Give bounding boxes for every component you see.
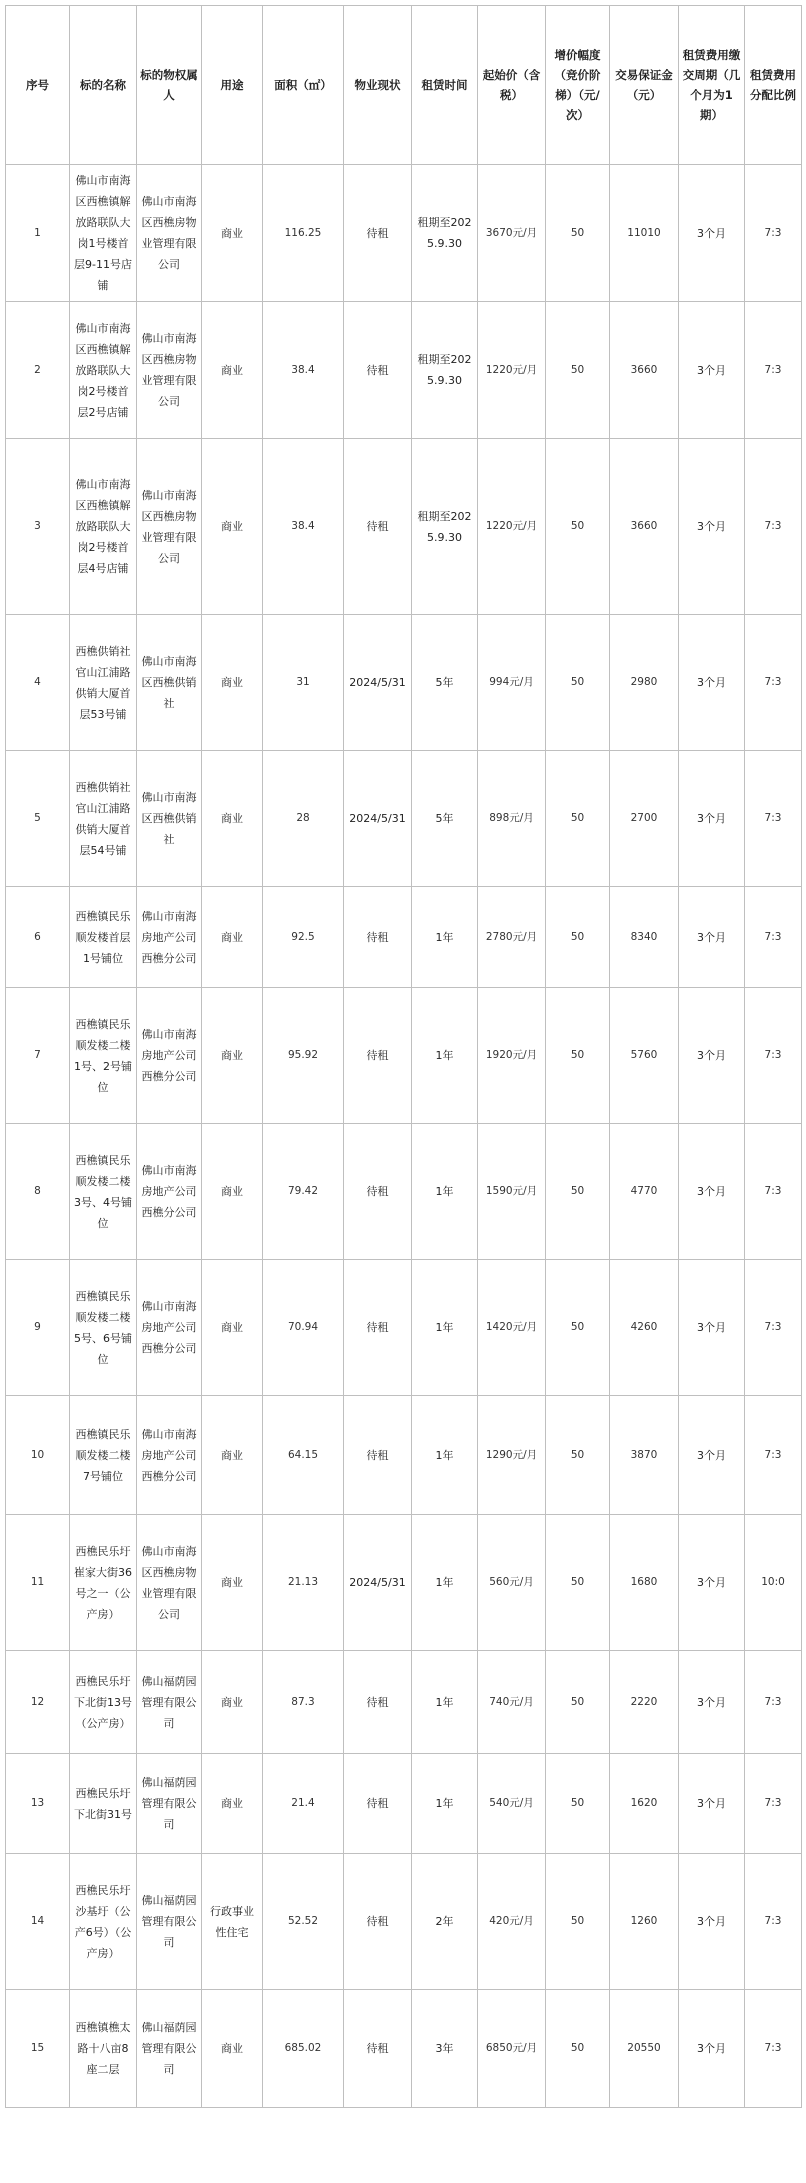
cell-status: 2024/5/31 (344, 751, 412, 887)
cell-payment-cycle: 3个月 (679, 615, 745, 751)
cell-bid-step: 50 (546, 751, 610, 887)
cell-lease-term: 1年 (412, 1124, 478, 1260)
cell-lease-term: 租期至2025.9.30 (412, 302, 478, 439)
cell-bid-step: 50 (546, 1754, 610, 1854)
cell-payment-cycle: 3个月 (679, 1854, 745, 1990)
cell-item-name: 佛山市南海区西樵镇解放路联队大岗2号楼首层2号店铺 (70, 302, 137, 439)
cell-payment-cycle: 3个月 (679, 751, 745, 887)
cell-bid-step: 50 (546, 1515, 610, 1651)
cell-area: 79.42 (263, 1124, 344, 1260)
cell-payment-cycle: 3个月 (679, 1396, 745, 1515)
cell-area: 38.4 (263, 439, 344, 615)
cell-start-price: 3670元/月 (478, 165, 546, 302)
cell-item-name: 西樵镇民乐顺发楼二楼5号、6号铺位 (70, 1260, 137, 1396)
table-row (6, 165, 802, 302)
cell-payment-cycle: 3个月 (679, 1260, 745, 1396)
header-item-name: 标的名称 (70, 6, 137, 165)
cell-deposit: 2700 (610, 751, 679, 887)
cell-owner: 佛山福荫园管理有限公司 (137, 1651, 202, 1754)
table-body (6, 165, 802, 2108)
cell-lease-term: 1年 (412, 1754, 478, 1854)
cell-lease-term: 2年 (412, 1854, 478, 1990)
cell-deposit: 1680 (610, 1515, 679, 1651)
cell-deposit: 1260 (610, 1854, 679, 1990)
cell-item-name: 佛山市南海区西樵镇解放路联队大岗2号楼首层4号店铺 (70, 439, 137, 615)
cell-area: 70.94 (263, 1260, 344, 1396)
cell-payment-cycle: 3个月 (679, 1124, 745, 1260)
cell-usage: 商业 (202, 1990, 263, 2108)
cell-bid-step: 50 (546, 1854, 610, 1990)
table-row (6, 615, 802, 751)
table-header-row (6, 6, 802, 165)
cell-usage: 商业 (202, 439, 263, 615)
cell-status: 待租 (344, 1260, 412, 1396)
cell-item-name: 西樵镇樵太路十八亩8座二层 (70, 1990, 137, 2108)
cell-index: 6 (6, 887, 70, 988)
cell-deposit: 3660 (610, 439, 679, 615)
cell-start-price: 2780元/月 (478, 887, 546, 988)
cell-item-name: 西樵镇民乐顺发楼二楼1号、2号铺位 (70, 988, 137, 1124)
cell-lease-term: 1年 (412, 887, 478, 988)
cell-bid-step: 50 (546, 615, 610, 751)
cell-start-price: 6850元/月 (478, 1990, 546, 2108)
cell-deposit: 2980 (610, 615, 679, 751)
cell-item-name: 西樵民乐圩沙基圩（公产6号）（公产房） (70, 1854, 137, 1990)
header-index: 序号 (6, 6, 70, 165)
cell-payment-cycle: 3个月 (679, 988, 745, 1124)
cell-item-name: 西樵民乐圩崔家大街36号之一（公产房） (70, 1515, 137, 1651)
cell-usage: 商业 (202, 302, 263, 439)
cell-index: 10 (6, 1396, 70, 1515)
table-row (6, 1124, 802, 1260)
cell-status: 待租 (344, 439, 412, 615)
table-row (6, 1990, 802, 2108)
table-row (6, 887, 802, 988)
header-start-price: 起始价（含税） (478, 6, 546, 165)
cell-lease-term: 5年 (412, 751, 478, 887)
cell-split-ratio: 7:3 (745, 1260, 802, 1396)
cell-usage: 商业 (202, 1754, 263, 1854)
cell-payment-cycle: 3个月 (679, 1990, 745, 2108)
cell-split-ratio: 7:3 (745, 1396, 802, 1515)
cell-bid-step: 50 (546, 1260, 610, 1396)
cell-status: 待租 (344, 302, 412, 439)
cell-start-price: 1290元/月 (478, 1396, 546, 1515)
cell-bid-step: 50 (546, 1651, 610, 1754)
cell-start-price: 1590元/月 (478, 1124, 546, 1260)
cell-area: 87.3 (263, 1651, 344, 1754)
table-row (6, 751, 802, 887)
cell-owner: 佛山福荫园管理有限公司 (137, 1990, 202, 2108)
cell-item-name: 西樵民乐圩下北街13号（公产房） (70, 1651, 137, 1754)
cell-split-ratio: 10:0 (745, 1515, 802, 1651)
cell-index: 4 (6, 615, 70, 751)
cell-start-price: 540元/月 (478, 1754, 546, 1854)
cell-bid-step: 50 (546, 302, 610, 439)
header-usage: 用途 (202, 6, 263, 165)
header-owner: 标的物权属人 (137, 6, 202, 165)
cell-start-price: 1220元/月 (478, 302, 546, 439)
cell-deposit: 3660 (610, 302, 679, 439)
cell-split-ratio: 7:3 (745, 1990, 802, 2108)
cell-payment-cycle: 3个月 (679, 1754, 745, 1854)
cell-lease-term: 租期至2025.9.30 (412, 439, 478, 615)
cell-status: 2024/5/31 (344, 1515, 412, 1651)
cell-usage: 商业 (202, 988, 263, 1124)
cell-bid-step: 50 (546, 439, 610, 615)
cell-index: 12 (6, 1651, 70, 1754)
cell-payment-cycle: 3个月 (679, 887, 745, 988)
cell-start-price: 1920元/月 (478, 988, 546, 1124)
cell-area: 92.5 (263, 887, 344, 988)
cell-index: 7 (6, 988, 70, 1124)
cell-owner: 佛山市南海区西樵房物业管理有限公司 (137, 302, 202, 439)
cell-owner: 佛山福荫园管理有限公司 (137, 1854, 202, 1990)
cell-index: 15 (6, 1990, 70, 2108)
cell-index: 5 (6, 751, 70, 887)
cell-lease-term: 5年 (412, 615, 478, 751)
cell-usage: 商业 (202, 1651, 263, 1754)
cell-area: 31 (263, 615, 344, 751)
table-row (6, 1260, 802, 1396)
cell-payment-cycle: 3个月 (679, 165, 745, 302)
cell-item-name: 西樵供销社官山江浦路供销大厦首层54号铺 (70, 751, 137, 887)
cell-usage: 商业 (202, 615, 263, 751)
table-row (6, 302, 802, 439)
cell-split-ratio: 7:3 (745, 1124, 802, 1260)
cell-owner: 佛山市南海房地产公司西樵分公司 (137, 887, 202, 988)
cell-split-ratio: 7:3 (745, 1651, 802, 1754)
header-lease-term: 租赁时间 (412, 6, 478, 165)
cell-status: 2024/5/31 (344, 615, 412, 751)
cell-owner: 佛山市南海房地产公司西樵分公司 (137, 1396, 202, 1515)
cell-start-price: 1420元/月 (478, 1260, 546, 1396)
cell-split-ratio: 7:3 (745, 1854, 802, 1990)
cell-deposit: 4260 (610, 1260, 679, 1396)
header-bid-step: 增价幅度（竞价阶梯）（元/次） (546, 6, 610, 165)
cell-owner: 佛山市南海区西樵房物业管理有限公司 (137, 439, 202, 615)
cell-lease-term: 租期至2025.9.30 (412, 165, 478, 302)
cell-item-name: 西樵镇民乐顺发楼首层1号铺位 (70, 887, 137, 988)
cell-start-price: 994元/月 (478, 615, 546, 751)
table-row (6, 1396, 802, 1515)
cell-area: 95.92 (263, 988, 344, 1124)
cell-owner: 佛山市南海房地产公司西樵分公司 (137, 1260, 202, 1396)
cell-area: 21.13 (263, 1515, 344, 1651)
cell-lease-term: 1年 (412, 1260, 478, 1396)
header-status: 物业现状 (344, 6, 412, 165)
cell-deposit: 20550 (610, 1990, 679, 2108)
cell-usage: 商业 (202, 887, 263, 988)
cell-area: 64.15 (263, 1396, 344, 1515)
cell-deposit: 3870 (610, 1396, 679, 1515)
cell-index: 3 (6, 439, 70, 615)
cell-item-name: 西樵民乐圩下北街31号 (70, 1754, 137, 1854)
cell-split-ratio: 7:3 (745, 988, 802, 1124)
cell-split-ratio: 7:3 (745, 751, 802, 887)
cell-deposit: 8340 (610, 887, 679, 988)
cell-payment-cycle: 3个月 (679, 1651, 745, 1754)
cell-bid-step: 50 (546, 165, 610, 302)
cell-lease-term: 1年 (412, 1651, 478, 1754)
cell-start-price: 740元/月 (478, 1651, 546, 1754)
cell-area: 28 (263, 751, 344, 887)
cell-bid-step: 50 (546, 1124, 610, 1260)
cell-usage: 商业 (202, 1396, 263, 1515)
cell-start-price: 420元/月 (478, 1854, 546, 1990)
cell-bid-step: 50 (546, 887, 610, 988)
cell-split-ratio: 7:3 (745, 165, 802, 302)
cell-item-name: 西樵镇民乐顺发楼二楼7号铺位 (70, 1396, 137, 1515)
cell-index: 1 (6, 165, 70, 302)
cell-status: 待租 (344, 887, 412, 988)
cell-status: 待租 (344, 1854, 412, 1990)
cell-status: 待租 (344, 1124, 412, 1260)
cell-deposit: 11010 (610, 165, 679, 302)
cell-area: 38.4 (263, 302, 344, 439)
cell-split-ratio: 7:3 (745, 439, 802, 615)
cell-status: 待租 (344, 1990, 412, 2108)
cell-deposit: 2220 (610, 1651, 679, 1754)
cell-lease-term: 1年 (412, 1515, 478, 1651)
cell-owner: 佛山市南海房地产公司西樵分公司 (137, 1124, 202, 1260)
cell-usage: 商业 (202, 165, 263, 302)
cell-index: 11 (6, 1515, 70, 1651)
cell-owner: 佛山市南海区西樵房物业管理有限公司 (137, 1515, 202, 1651)
cell-status: 待租 (344, 165, 412, 302)
cell-split-ratio: 7:3 (745, 1754, 802, 1854)
cell-split-ratio: 7:3 (745, 302, 802, 439)
header-area: 面积（㎡） (263, 6, 344, 165)
cell-owner: 佛山市南海区西樵供销社 (137, 751, 202, 887)
cell-bid-step: 50 (546, 1990, 610, 2108)
cell-status: 待租 (344, 1396, 412, 1515)
cell-lease-term: 1年 (412, 1396, 478, 1515)
cell-payment-cycle: 3个月 (679, 302, 745, 439)
cell-status: 待租 (344, 988, 412, 1124)
cell-area: 52.52 (263, 1854, 344, 1990)
cell-index: 13 (6, 1754, 70, 1854)
cell-status: 待租 (344, 1651, 412, 1754)
cell-deposit: 5760 (610, 988, 679, 1124)
rental-listing-table (5, 5, 802, 2108)
cell-owner: 佛山市南海区西樵房物业管理有限公司 (137, 165, 202, 302)
cell-usage: 商业 (202, 751, 263, 887)
cell-usage: 商业 (202, 1515, 263, 1651)
cell-index: 9 (6, 1260, 70, 1396)
header-deposit: 交易保证金（元） (610, 6, 679, 165)
header-payment-cycle: 租赁费用缴交周期（几个月为1期） (679, 6, 745, 165)
cell-bid-step: 50 (546, 988, 610, 1124)
cell-lease-term: 1年 (412, 988, 478, 1124)
cell-status: 待租 (344, 1754, 412, 1854)
cell-payment-cycle: 3个月 (679, 439, 745, 615)
cell-area: 116.25 (263, 165, 344, 302)
cell-item-name: 西樵镇民乐顺发楼二楼3号、4号铺位 (70, 1124, 137, 1260)
cell-area: 685.02 (263, 1990, 344, 2108)
cell-split-ratio: 7:3 (745, 887, 802, 988)
cell-deposit: 1620 (610, 1754, 679, 1854)
cell-item-name: 西樵供销社官山江浦路供销大厦首层53号铺 (70, 615, 137, 751)
table-row (6, 1854, 802, 1990)
cell-usage: 商业 (202, 1124, 263, 1260)
table-row (6, 1754, 802, 1854)
cell-deposit: 4770 (610, 1124, 679, 1260)
cell-lease-term: 3年 (412, 1990, 478, 2108)
cell-usage: 商业 (202, 1260, 263, 1396)
header-split-ratio: 租赁费用分配比例 (745, 6, 802, 165)
table-row (6, 988, 802, 1124)
cell-area: 21.4 (263, 1754, 344, 1854)
table-row (6, 1651, 802, 1754)
cell-start-price: 1220元/月 (478, 439, 546, 615)
cell-index: 14 (6, 1854, 70, 1990)
cell-owner: 佛山市南海区西樵供销社 (137, 615, 202, 751)
cell-owner: 佛山市南海房地产公司西樵分公司 (137, 988, 202, 1124)
table-row (6, 439, 802, 615)
cell-split-ratio: 7:3 (745, 615, 802, 751)
cell-bid-step: 50 (546, 1396, 610, 1515)
cell-start-price: 560元/月 (478, 1515, 546, 1651)
cell-usage: 行政事业性住宅 (202, 1854, 263, 1990)
cell-start-price: 898元/月 (478, 751, 546, 887)
cell-index: 2 (6, 302, 70, 439)
listing-table-container (5, 5, 801, 2108)
cell-item-name: 佛山市南海区西樵镇解放路联队大岗1号楼首层9-11号店铺 (70, 165, 137, 302)
cell-payment-cycle: 3个月 (679, 1515, 745, 1651)
cell-owner: 佛山福荫园管理有限公司 (137, 1754, 202, 1854)
cell-index: 8 (6, 1124, 70, 1260)
table-row (6, 1515, 802, 1651)
